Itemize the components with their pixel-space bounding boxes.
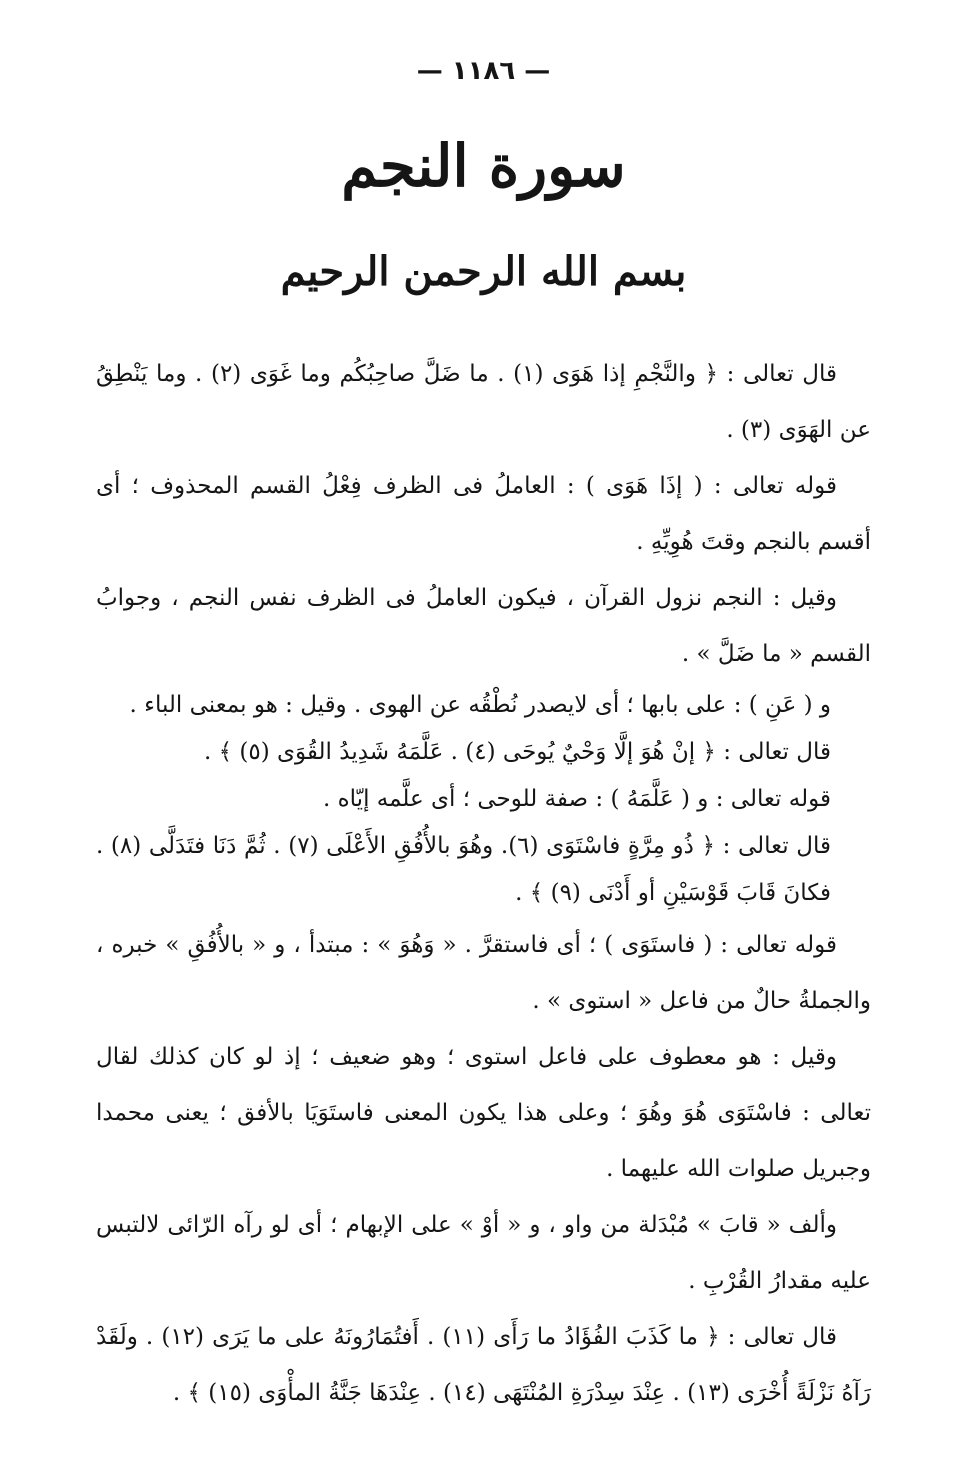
commentary-paragraph: قوله تعالى : و ( عَلَّمَهُ ) : صفة للوحى ؛ أى علَّمه إيّاه .: [323, 786, 831, 812]
commentary-paragraph: وألف « قابَ » مُبْدَلة من واو ، و « أوْ » على الإبهام ؛ أى لو رآه الرّائى لالتبس عليه مقدارُ القُرْبِ .: [96, 1212, 871, 1294]
commentary-paragraph: وقيل : هو معطوف على فاعل استوى ؛ وهو ضعيف ؛ إذ لو كان كذلك لقال تعالى : فاسْتَوَى هُوَ وهُوَ ؛ وعلى هذا يكون المعنى فاستَوَيَا بالأفق ؛ يعنى محمدا وجبريل صلوات الله عليهما .: [96, 1044, 871, 1182]
verse-paragraph: قال تعالى : ﴿ والنَّجْمِ إذا هَوَى (١) . ما ضَلَّ صاحِبُكُم وما غَوَى (٢) . وما يَنْطِقُ عن الهَوَى (٣) .: [96, 361, 871, 443]
commentary-paragraph: و ( عَنِ ) : على بابها ؛ أى لايصدر نُطْقُه عن الهوى . وقيل : هو بمعنى الباء .: [129, 692, 831, 718]
surah-title: سورة النجم: [341, 132, 626, 200]
verse-paragraph: قال تعالى : ﴿ إنْ هُوَ إلَّا وَحْيٌ يُوحَى (٤) . عَلَّمَهُ شَدِيدُ القُوَى (٥) ﴾ .: [204, 739, 831, 765]
commentary-paragraph: قوله تعالى : ( إذَا هَوَى ) : العاملُ فى الظرف فِعْلُ القسم المحذوف ؛ أى أقسم بالنجم وقتَ هُوِيِّهِ .: [96, 473, 871, 555]
commentary-paragraph: وقيل : النجم نزول القرآن ، فيكون العاملُ فى الظرف نفس النجم ، وجوابُ القسم « ما ضَلَّ » .: [96, 585, 871, 667]
body-text: [96, 346, 871, 1421]
verse-paragraph: قال تعالى : ﴿ ذُو مِرَّةٍ فاسْتَوَى (٦). وهُوَ بالأُفُقِ الأَعْلَى (٧) . ثُمَّ دَنَا فتَدَلَّى (٨) . فكانَ قَابَ قَوْسَيْنِ أو أَدْنَى (٩) ﴾ .: [96, 833, 832, 906]
verse-paragraph: قال تعالى : ﴿ ما كَذَبَ الفُؤَادُ ما رَأَى (١١) . أَفتُمَارُونَهُ على ما يَرَى (١٢) . ولَقَدْ رَآهُ نَزْلَةً أُخْرَى (١٣) . عِنْدَ سِدْرَةِ المُنْتَهَى (١٤) . عِنْدَهَا جَنَّةُ المأْوَى (١٥) ﴾ .: [96, 1324, 871, 1406]
commentary-paragraph: قوله تعالى : ( فاستَوَى ) ؛ أى فاستقرَّ . « وَهُوَ » : مبتدأ ، و « بالأُفُقِ » خبره ، والجملةُ حالٌ من فاعل « استوى » .: [96, 932, 871, 1014]
page-number: — ١١٨٦ —: [416, 56, 551, 86]
basmala: بسم الله الرحمن الرحيم: [280, 248, 687, 295]
